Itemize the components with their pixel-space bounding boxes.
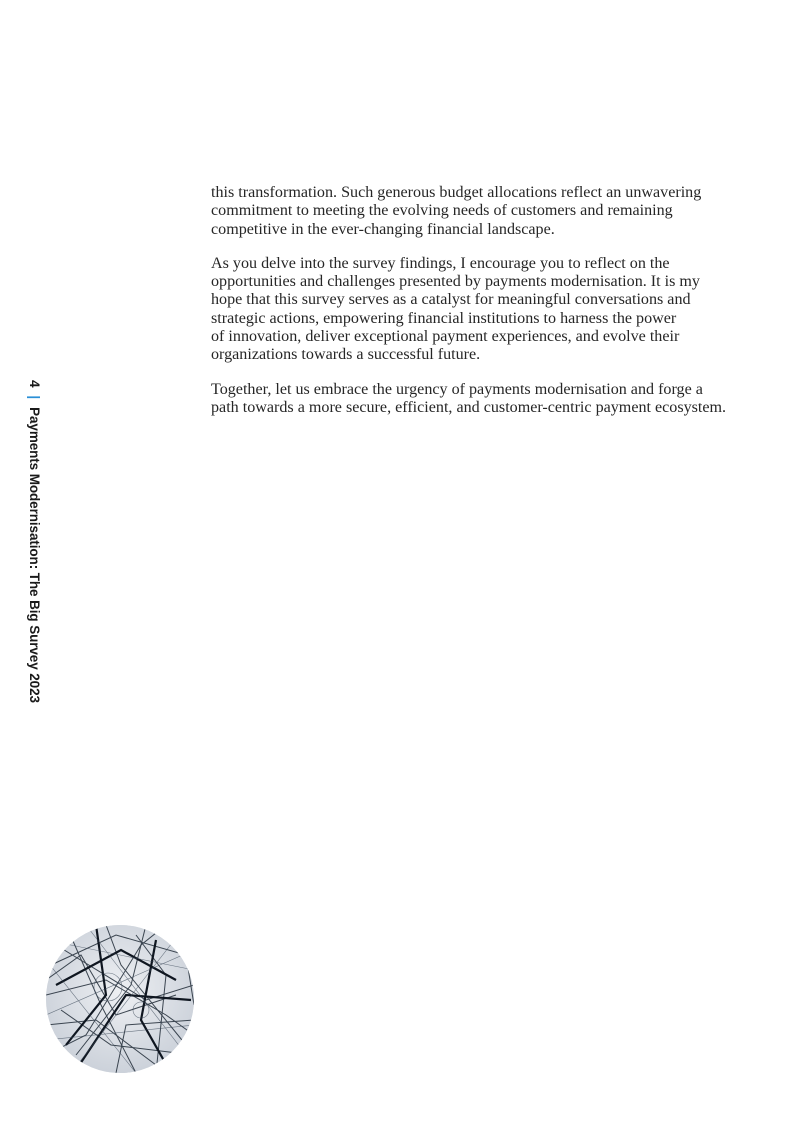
text-line: commitment to meeting the evolving needs of customers and remaining xyxy=(211,202,673,220)
body-text xyxy=(211,184,771,433)
paragraph-2 xyxy=(211,255,771,365)
header-separator: | xyxy=(27,395,42,400)
text-line: Together, let us embrace the urgency of payments modernisation and forge a xyxy=(211,380,703,398)
running-header xyxy=(22,380,42,710)
text-line: hope that this survey serves as a catalyst for meaningful conversations and xyxy=(211,291,691,309)
text-line: this transformation. Such generous budget allocations reflect an unwavering xyxy=(211,184,702,201)
text-line: competitive in the ever-changing financial landscape. xyxy=(211,220,555,238)
text-line: opportunities and challenges presented by payments modernisation. It is my xyxy=(211,273,700,291)
text-line: strategic actions, empowering financial institutions to harness the power xyxy=(211,309,677,327)
text-line: path towards a more secure, efficient, and customer-centric payment ecosystem. xyxy=(211,398,727,416)
document-title: Payments Modernisation: The Big Survey 2023 xyxy=(27,407,42,703)
network-photo xyxy=(46,925,194,1073)
text-line: organizations towards a successful future. xyxy=(211,346,481,364)
paragraph-3 xyxy=(211,381,771,418)
paragraph-1 xyxy=(211,184,771,239)
text-line: As you delve into the survey findings, I encourage you to reflect on the xyxy=(211,254,670,272)
network-lines xyxy=(46,925,194,1073)
page-number: 4 xyxy=(27,380,42,388)
text-line: of innovation, deliver exceptional payment experiences, and evolve their xyxy=(211,328,680,346)
